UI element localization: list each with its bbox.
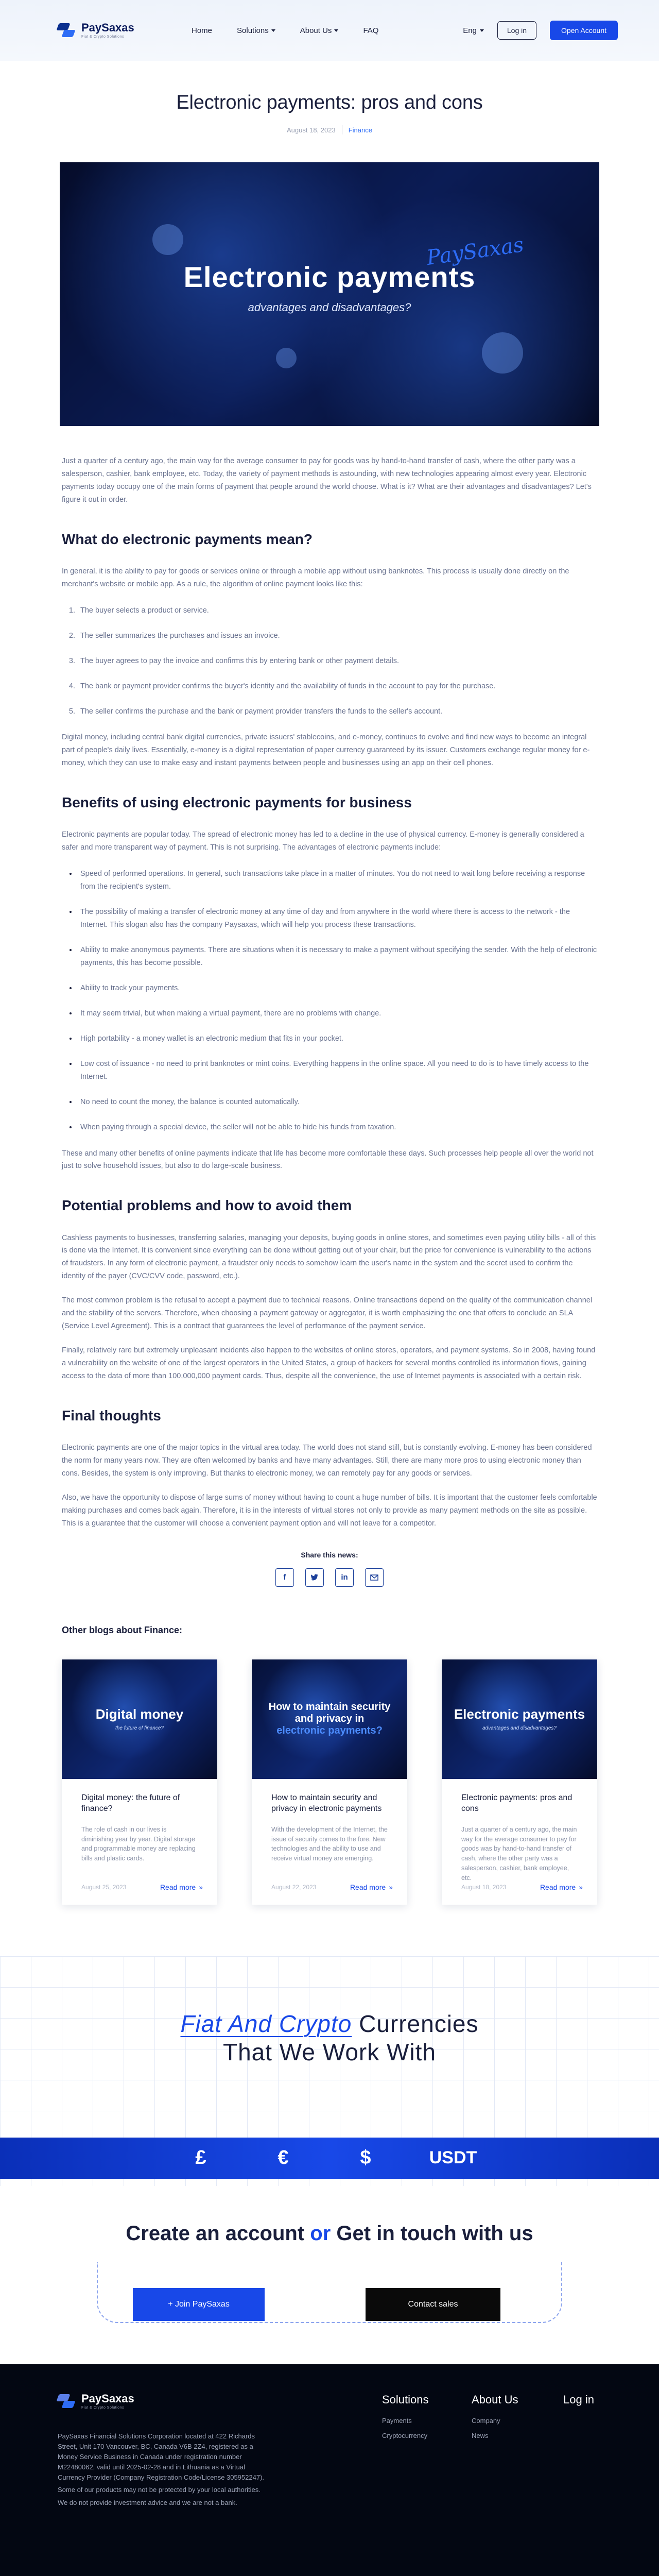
paysaxas-logo-icon: [58, 22, 76, 39]
currency-gbp: £: [195, 2147, 206, 2169]
site-footer: [0, 2364, 659, 2576]
double-chevron-right-icon: »: [389, 1883, 393, 1891]
footer-logo[interactable]: [58, 2393, 134, 2410]
list-item: • High portability - a money wallet is an electronic medium that fits in your pocket.: [77, 1032, 597, 1045]
cta-title-part-b: Get in touch with us: [336, 2222, 533, 2245]
currency-usdt: USDT: [429, 2148, 477, 2168]
currency-usd: $: [360, 2147, 371, 2169]
card-image-title: How to maintain security and privacy in: [268, 1701, 391, 1725]
legal-text: We do not provide investment advice and we are not a bank.: [58, 2498, 237, 2506]
site-header: [0, 0, 659, 61]
blog-card[interactable]: [442, 1659, 597, 1905]
article: [62, 61, 597, 134]
currencies-section: [0, 1956, 659, 2186]
blog-card-date: August 25, 2023: [81, 1883, 127, 1891]
section-heading: Benefits of using electronic payments for business: [62, 794, 412, 811]
cta-title: [0, 2222, 659, 2245]
paragraph: These and many other benefits of online payments indicate that life has become more comfortable these days. Such processes help people all over the world not just to solve household issues, but also to do large-scale business.: [62, 1149, 594, 1171]
article-meta: [62, 125, 597, 134]
blog-card[interactable]: [62, 1659, 217, 1905]
payment-steps-list: [77, 604, 597, 718]
page-title: Electronic payments: pros and cons: [176, 92, 483, 113]
read-more-label: Read more: [350, 1883, 386, 1891]
list-item: • Ability to make anonymous payments. There are situations when it is necessary to make a payment without specifying the sender. With the help of electronic payments, this has become possible.: [77, 944, 597, 970]
read-more-link[interactable]: [160, 1883, 203, 1891]
blog-card-excerpt: Just a quarter of a century ago, the main way for the average consumer to pay for goods was by hand-to-hand transfer of cash, where the other party was a salesperson, cashier, bank employee, etc.: [461, 1825, 577, 1882]
nav-solutions-label: Solutions: [237, 26, 269, 35]
blog-card-title[interactable]: Electronic payments: pros and cons: [461, 1793, 573, 1814]
read-more-link[interactable]: [540, 1883, 583, 1891]
open-account-button[interactable]: Open Account: [550, 21, 618, 40]
list-item: • No need to count the money, the balance is counted automatically.: [77, 1096, 597, 1109]
cta-title-or: or: [310, 2222, 331, 2245]
paragraph: Finally, relatively rare but extremely unpleasant incidents also happen to the websites of online stores, operators, and payment systems. So in 2008, having found a vulnerability on the website of one of the largest operators in the United States, a group of hackers for several months controlled its information flows, gaining access to the data of more than 100,000,000 payment cards. Thus, despite all the convenience, the use of Internet payments is associated with a certain risk.: [62, 1346, 596, 1380]
twitter-icon[interactable]: [305, 1568, 324, 1587]
hero-brand: PaySaxas: [425, 233, 526, 270]
hero-image: [60, 162, 599, 426]
list-item: 2. The seller summarizes the purchases and issues an invoice.: [77, 630, 597, 642]
other-blogs-title: Other blogs about Finance:: [62, 1624, 183, 1635]
footer-link-cryptocurrency[interactable]: Cryptocurrency: [382, 2431, 428, 2439]
blog-card-title[interactable]: Digital money: the future of finance?: [81, 1793, 180, 1814]
footer-col-about: [472, 2393, 518, 2439]
blog-card-excerpt: The role of cash in our lives is diminishing year by year. Digital storage and programmable money are replacing bills and plastic cards.: [81, 1825, 196, 1862]
read-more-label: Read more: [160, 1883, 196, 1891]
nav-about-us[interactable]: [300, 26, 339, 35]
contact-sales-button[interactable]: Contact sales: [366, 2288, 500, 2321]
list-item: • Speed of performed operations. In general, such transactions take place in a matter of minutes. You do not need to wait long before receiving a response from the recipient's system.: [77, 868, 597, 893]
footer-login-link[interactable]: Log in: [563, 2393, 594, 2406]
article-intro: Just a quarter of a century ago, the main way for the average consumer to pay for goods was by hand-to-hand transfer of cash, where the other party was a salesperson, cashier, bank employee, etc. Today, the variety of payment methods is astounding, with new technologies appearing almost every year. Electronic payments today occupy one of the main forms of payment that people around the world choose. What is it? What are their advantages and disadvantages? Let's figure it out in order.: [62, 457, 592, 504]
list-item: 5. The seller confirms the purchase and the bank or payment provider transfers the funds to the seller's account.: [77, 705, 597, 718]
footer-legal: [58, 2431, 274, 2510]
nav-solutions[interactable]: [237, 26, 275, 35]
cta-section: [0, 2186, 659, 2364]
blog-card-image: [442, 1659, 597, 1779]
facebook-icon[interactable]: f: [275, 1568, 294, 1587]
footer-col-solutions: [382, 2393, 429, 2439]
read-more-label: Read more: [540, 1883, 576, 1891]
brand-name: PaySaxas: [81, 21, 134, 34]
language-selector[interactable]: [463, 26, 484, 35]
paragraph: In general, it is the ability to pay for goods or services online or through a mobile app without using banknotes. This process is usually done directly on the merchant's website or mobile app. As a rule, the algorithm of online payment looks like this:: [62, 567, 569, 588]
blog-card[interactable]: [252, 1659, 407, 1905]
main-nav: [192, 26, 378, 35]
login-button[interactable]: Log in: [497, 21, 536, 40]
card-image-title: Electronic payments: [454, 1706, 585, 1722]
share-section: [62, 1551, 597, 1587]
paragraph: Digital money, including central bank digital currencies, private issuers' stablecoins, and e-money, continues to evolve and find new ways to become an integral part of people's daily lives. Essentially, e-money is a digital representation of paper currency guaranteed by its issuer. Customers exchange regular money for e-money, which they can use to make easy and instant payments between people and businesses using an app on their cell phones.: [62, 733, 590, 768]
paragraph: Also, we have the opportunity to dispose of large sums of money without having to count a huge number of bills. It is important that the customer feels comfortable making purchases and comes back again. Therefore, it is in the interests of virtual stores not only to provide as many payment methods on the site as possible. This is a guarantee that the customer will choose a convenient payment option and will not leave for a competitor.: [62, 1493, 597, 1528]
header-actions: [463, 21, 618, 40]
join-button[interactable]: + Join PaySaxas: [133, 2288, 265, 2321]
blog-card-date: August 22, 2023: [271, 1883, 317, 1891]
double-chevron-right-icon: »: [579, 1883, 583, 1891]
language-label: Eng: [463, 26, 477, 35]
brand-logo[interactable]: [58, 22, 171, 39]
footer-brand-name: PaySaxas: [81, 2392, 134, 2405]
blog-card-title[interactable]: How to maintain security and privacy in electronic payments: [271, 1793, 382, 1814]
card-image-accent: electronic payments?: [276, 1725, 383, 1737]
currency-band: [0, 2138, 659, 2179]
share-label: Share this news:: [301, 1550, 358, 1559]
list-item: • Ability to track your payments.: [77, 982, 597, 995]
card-image-subtitle: the future of finance?: [115, 1725, 164, 1732]
section-heading: Potential problems and how to avoid them: [62, 1197, 352, 1214]
currencies-title-line2: That We Work With: [222, 2038, 437, 2065]
footer-col-title[interactable]: About Us: [472, 2393, 518, 2406]
article-body: [62, 455, 597, 1587]
paragraph: Electronic payments are one of the major topics in the virtual area today. The world does not stand still, but is constantly evolving. E-money has been considered the norm for many years now. They are often welcomed by banks and have many advantages. Still, there are many more pros to using electronic money than cons. Besides, the system is only improving. But thanks to electronic money, we can remotely pay for any goods or services.: [62, 1444, 592, 1478]
blog-card-excerpt: With the development of the Internet, the issue of security comes to the fore. New technologies and the ability to use and receive virtual money are emerging.: [271, 1825, 388, 1862]
footer-col-login: [563, 2393, 594, 2406]
currencies-title-accent: Fiat And Crypto: [180, 2010, 352, 2037]
paragraph: The most common problem is the refusal to accept a payment due to technical reasons. Online transactions depend on the quality of the communication channel and the stability of the servers. Therefore, when choosing a payment gateway or aggregator, it is worth emphasizing the one that offers to conclude an SLA (Service Level Agreement). This is a contract that guarantees the level of performance of the payment service.: [62, 1296, 593, 1331]
list-item: • Low cost of issuance - no need to print banknotes or mint coins. Everything happens in the online space. All you need to do is to have timely access to the Internet.: [77, 1058, 597, 1083]
hero-subtitle: advantages and disadvantages?: [248, 301, 411, 314]
currencies-title-rest: Currencies: [359, 2010, 479, 2037]
benefits-list: [77, 868, 597, 1133]
paragraph: Electronic payments are popular today. The spread of electronic money has led to a decline in the use of physical currency. E-money is generally considered a safer and more transparent way of payment. This is not surprising. The advantages of electronic payments include:: [62, 831, 584, 852]
footer-link-company[interactable]: Company: [472, 2416, 500, 2425]
footer-brand-tagline: Fiat & Crypto Solutions: [81, 2405, 125, 2410]
blog-card-image: [62, 1659, 217, 1779]
list-item: • When paying through a special device, the seller will not be able to hide his funds from taxation.: [77, 1121, 597, 1134]
nav-home[interactable]: Home: [192, 26, 213, 35]
currency-eur: €: [278, 2147, 289, 2169]
chevron-down-icon: [271, 29, 275, 32]
nav-about-us-label: About Us: [300, 26, 332, 35]
footer-link-news[interactable]: News: [472, 2431, 489, 2439]
list-item: • It may seem trivial, but when making a virtual payment, there are no problems with change.: [77, 1007, 597, 1020]
article-date: August 18, 2023: [287, 126, 336, 134]
linkedin-icon[interactable]: in: [335, 1568, 354, 1587]
decor-coin: [276, 348, 297, 368]
decor-coin: [482, 332, 523, 374]
legal-text: PaySaxas Financial Solutions Corporation located at 422 Richards Street, Unit 170 Vancouver, BC, Canada V6B 2Z4, registered as a Money Service Business in Canada under registration number M22480062, valid until 2025-02-28 and in Lithuania as a Virtual Currency Provider (Company Registration Code/License 305952247).: [58, 2432, 265, 2482]
list-item: 1. The buyer selects a product or service.: [77, 604, 597, 617]
brand-tagline: Fiat & Crypto Solutions: [81, 35, 125, 39]
decor-coin: [152, 224, 183, 255]
paysaxas-logo-icon: [58, 2393, 76, 2410]
footer-link-payments[interactable]: Payments: [382, 2416, 412, 2425]
legal-text: Some of our products may not be protected by your local authorities.: [58, 2486, 261, 2494]
blog-card-image: [252, 1659, 407, 1779]
list-item: • The possibility of making a transfer of electronic money at any time of day and from anywhere in the world where there is access to the network - the Internet. This slogan also has the company Paysaxas, which will help you process these transactions.: [77, 906, 597, 931]
chevron-down-icon: [480, 29, 484, 32]
double-chevron-right-icon: »: [199, 1883, 203, 1891]
currencies-title: [0, 2010, 659, 2066]
nav-faq[interactable]: FAQ: [363, 26, 379, 35]
card-image-subtitle: advantages and disadvantages?: [482, 1725, 557, 1732]
section-heading: Final thoughts: [62, 1407, 161, 1423]
hero-title: Electronic payments: [183, 261, 476, 293]
blog-card-date: August 18, 2023: [461, 1883, 507, 1891]
list-item: 4. The bank or payment provider confirms the buyer's identity and the availability of funds in the account to pay for the purchase.: [77, 680, 597, 693]
read-more-link[interactable]: [350, 1883, 393, 1891]
other-blogs: [62, 1625, 597, 1905]
section-heading: What do electronic payments mean?: [62, 531, 313, 547]
card-image-title: Digital money: [95, 1706, 184, 1722]
paragraph: Cashless payments to businesses, transferring salaries, managing your deposits, buying goods in online stores, and sometimes even paying utility bills - all of this is done via the Internet. It is convenient since everything can be done without getting out of your chair, but the price for convenience is vulnerability to the actions of fraudsters. In any form of electronic payment, a fraudster only needs to somehow learn the user's name in the system and the secret used to confirm the identity of the payer (CVC/CVV code, password, etc.).: [62, 1233, 596, 1281]
list-item: 3. The buyer agrees to pay the invoice and confirms this by entering bank or other payment details.: [77, 655, 597, 668]
cta-title-part-a: Create an account: [126, 2222, 305, 2245]
chevron-down-icon: [334, 29, 338, 32]
footer-col-title[interactable]: Solutions: [382, 2393, 429, 2406]
email-icon[interactable]: [365, 1568, 384, 1587]
article-category-link[interactable]: Finance: [348, 126, 372, 134]
